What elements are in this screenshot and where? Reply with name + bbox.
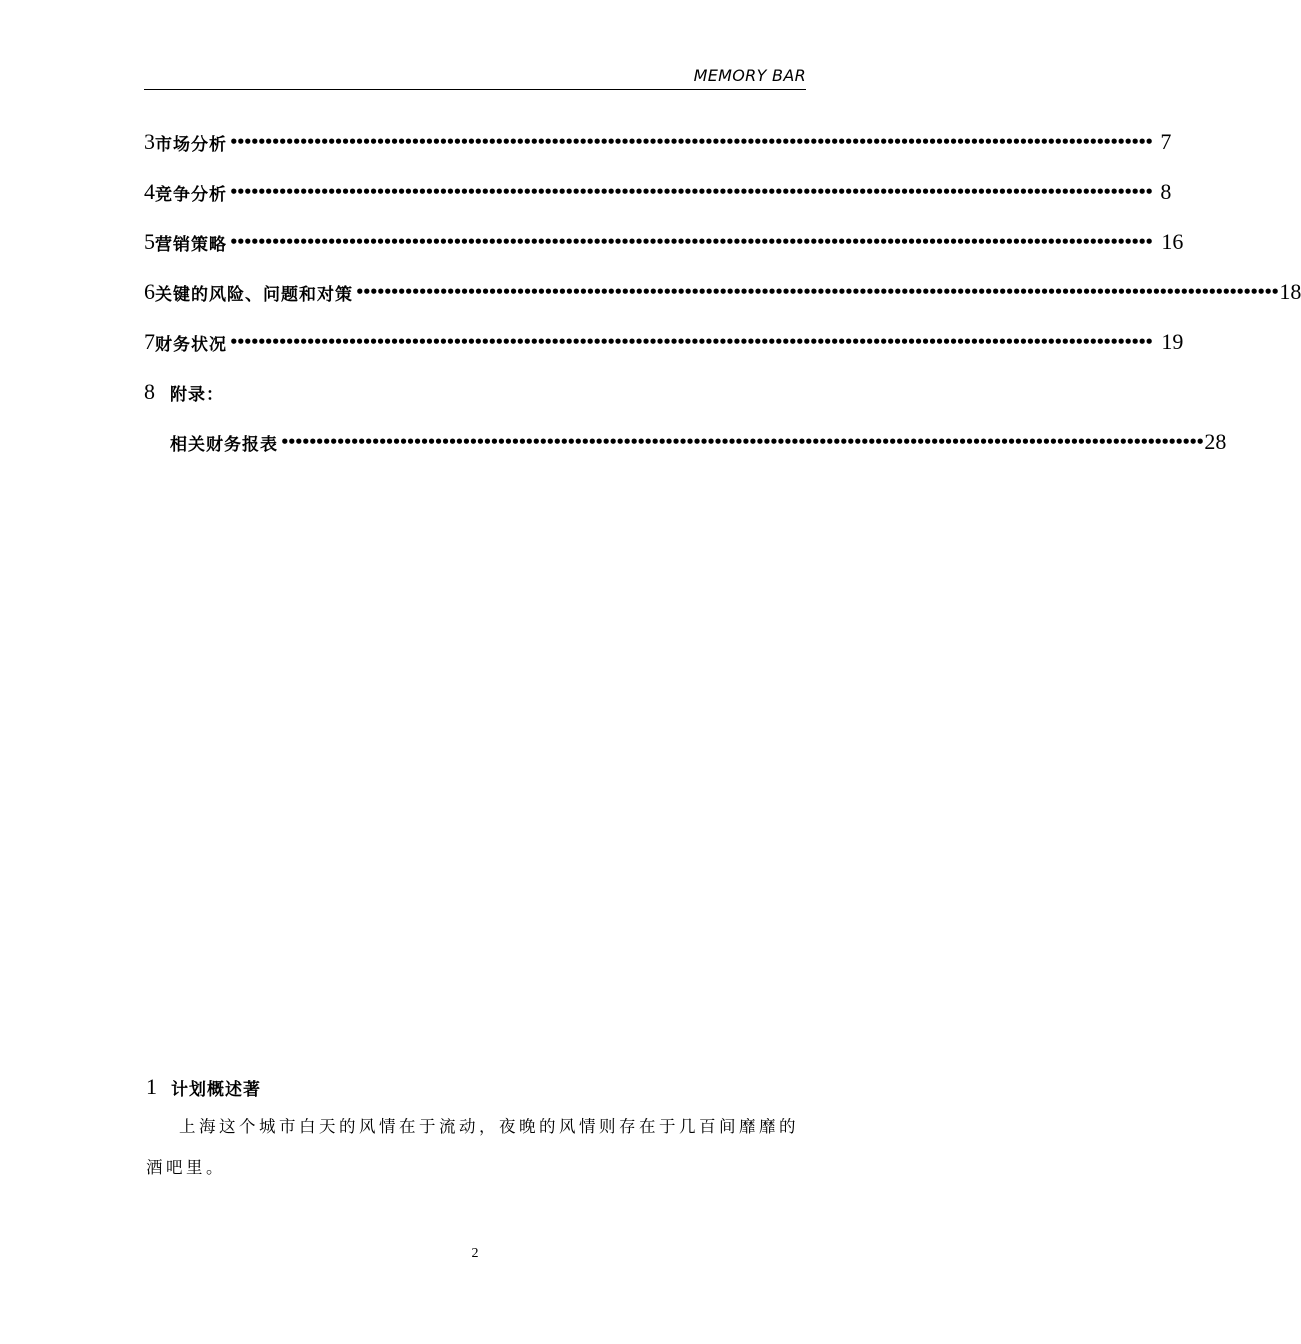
- running-header-title: MEMORY BAR: [693, 66, 806, 85]
- toc-entry-page: 8: [1160, 179, 1172, 204]
- toc-dot-leader: ••••••••••••••••••••••••••••••••••••••••••••••••••••••••••••••••••••••••••••••••••••••••••••••••••••••••••••••••••••••••••••••••••••: [229, 333, 1152, 351]
- toc-entry-label: 相关财务报表: [170, 434, 278, 455]
- toc-entry-label: 市场分析: [155, 134, 227, 155]
- toc-dot-leader: ••••••••••••••••••••••••••••••••••••••••••••••••••••••••••••••••••••••••••••••••••••••••••••••••••••••••••••••••••••••••••••••••••••: [229, 233, 1152, 251]
- section-heading: [146, 1074, 261, 1100]
- toc-entry-label: 附录：: [170, 384, 224, 405]
- toc-entry-label: 竞争分析: [155, 184, 227, 205]
- header-rule: [144, 89, 806, 90]
- toc-entry-label: 关键的风险、问题和对策: [155, 284, 353, 305]
- toc-entry-number: 3: [144, 129, 155, 154]
- toc-entry-market-analysis[interactable]: [144, 124, 1172, 160]
- toc-entry-number: 4: [144, 179, 155, 204]
- toc-entry-financial-status[interactable]: [144, 324, 1184, 360]
- page-number: 2: [471, 1246, 479, 1261]
- section-title: 计划概述著: [171, 1079, 261, 1100]
- toc-dot-leader: ••••••••••••••••••••••••••••••••••••••••••••••••••••••••••••••••••••••••••••••••••••••••••••••••••••••••••••••••••••••••••••••••••••: [229, 183, 1152, 201]
- section-number: 1: [146, 1074, 157, 1099]
- toc-entry-competition-analysis[interactable]: [144, 174, 1172, 210]
- toc-entry-appendix[interactable]: [144, 374, 444, 410]
- toc-entry-page: 7: [1160, 129, 1172, 154]
- toc-entry-marketing-strategy[interactable]: [144, 224, 1184, 260]
- toc-entry-page: 18: [1279, 279, 1301, 304]
- toc-entry-number: 6: [144, 279, 155, 304]
- toc-entry-label: 财务状况: [155, 334, 227, 355]
- toc-dot-leader: ••••••••••••••••••••••••••••••••••••••••••••••••••••••••••••••••••••••••••••••••••••••••••••••••••••••••••••••••••••••••••••••••••••: [229, 133, 1152, 151]
- toc-entry-number: 5: [144, 229, 155, 254]
- toc-dot-leader: ••••••••••••••••••••••••••••••••••••••••••••••••••••••••••••••••••••••••••••••••••••••••••••••••••••••••••••••••••••••••••••••••••••: [280, 433, 1203, 451]
- toc-entry-page: 19: [1161, 329, 1184, 354]
- toc-entry-number: 7: [144, 329, 155, 354]
- toc-entry-risks[interactable]: [144, 274, 1301, 310]
- toc-entry-financial-statements[interactable]: [170, 424, 1227, 460]
- body-paragraph: 上海这个城市白天的风情在于流动，夜晚的风情则存在于几百间靡靡的酒吧里。: [146, 1117, 799, 1177]
- toc-entry-number: 8: [144, 379, 155, 404]
- toc-dot-leader: ••••••••••••••••••••••••••••••••••••••••••••••••••••••••••••••••••••••••••••••••••••••••••••••••••••••••••••••••••••••••••••••••••••: [355, 283, 1278, 301]
- toc-entry-page: 16: [1161, 229, 1184, 254]
- toc-entry-label: 营销策略: [155, 234, 227, 255]
- toc-entry-page: 28: [1204, 429, 1227, 454]
